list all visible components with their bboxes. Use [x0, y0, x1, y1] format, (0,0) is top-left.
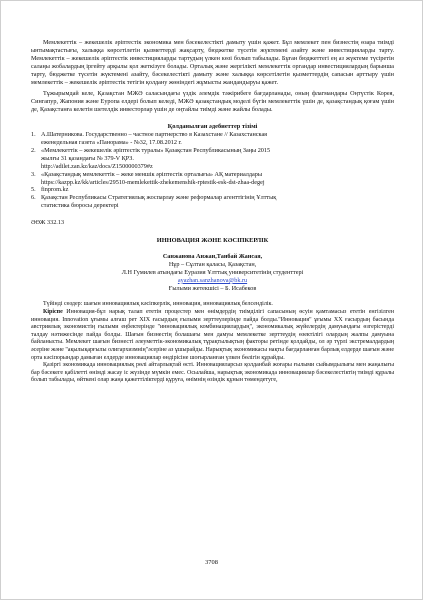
article-body [31, 301, 394, 385]
author-block [31, 253, 394, 293]
reference-link[interactable]: https://kazpp.kz/kk/articles/29510-memlekettik-zhekemenshik-rptestik-esk-dst-zhaa-degej [41, 178, 265, 186]
page-content [31, 39, 394, 385]
reference-item [31, 186, 394, 194]
references-title: Қолданылған әдебиеттер тізімі [167, 123, 258, 131]
intro-paragraph-2: Тұжырымдай келе, Қазақстан МЖӘ саласындағы үздік әлемдік тәжірибеге бағдарланады, оның флагмандары Оңтүстік Корея, Сингапур, Жапония және Еуропа елдері болып келеді, МЖӘ қазақстандық моделі бүгін мемлекеттік үшін де, қазақстандық қоғам үшін де, Қазақстанға келетін шетелдік инвесторлар үшін де оңтайлы тиімді және жайлы болады. [31, 90, 394, 114]
intro-paragraph-1: Мемлекеттік – жекешелік әріптестік экономика мен бәсекелестікті дамыту үшін қажет. Бұл мемлекет пен бизнестің өзара тиімді ынтымақтастығы, халыққа көрсетілетін қызметтерді жақсарту, бюджетке түсетін жүктемені азайту және инвестицияларды тарту. Мемлекеттік – жекешелік әріптестік инвестицияларды тартудың үлкен көзі болып табылады. Бұған бюджеттегі ең аз жүктеме түсіретін салаңы жобалардың іргейту арқылы қол жеткізуге болады. Орталық және жергілікті мемлекеттік органдар инвестициялардың барынша тарту, бюджетке түсетін жүктемені азайту, бәсекелестікті дамыту және халыққа көрсетілетін қызметтердің сапасын арттыру үшін мемлекеттік – жекешелік әріптестік тетігін қолдану жөніндегі жұмысты жандандыруы қажет. [31, 39, 394, 86]
reference-number: 1. [31, 131, 36, 139]
author-city: Нұр – Сұлтан қаласы, Қазақстан, [168, 260, 257, 268]
references-list [31, 131, 394, 210]
reference-line: «Қазақстандық мемлекеттік – жеке меншік әріптестік орталығы» АҚ материалдары [41, 170, 262, 178]
reference-link[interactable]: finprom.kz [41, 186, 69, 194]
reference-line: «Мемлекеттік – жекешелік әріптестік туралы» Қазақстан Республикасының Заңы 2015 [41, 146, 271, 154]
body-paragraph-2: Қазіргі экономикада инновациялық рөлі айтарлықтай өсті. Инновацияларсыз қолданбай жоғары ғылыми сыйымдылығы мен жаңалығы бар бәсекеге қабілетті өнімді жасау іс жүзінде мүмкін емес. Осылайша, нарықтық экономикада инновациялар бәсекелестіктің тиімді құралы болып табылады, өйткені олар жаңа қажеттіліктерді құруға, өнімнің өзіндік құнын төмендетуге, [31, 362, 394, 384]
reference-link[interactable]: http://adilet.zan.kz/kaz/docs/Z1500000379#z [41, 162, 153, 170]
page-number: 3708 [205, 559, 218, 566]
reference-item [31, 194, 394, 210]
introduction-paragraph [31, 309, 394, 362]
reference-line: еженедельная газета «Панорама» - №32, 17.08.2012 г. [41, 138, 182, 146]
reference-number: 2. [31, 146, 36, 154]
supervisor: Ғылыми жетекшісі – Б. Исабеков [168, 284, 257, 292]
reference-item [31, 171, 394, 187]
keywords: Түйінді сөздер: шағын инновациялық кәсіпкерлік, инновация, инновациялық белсенділік. [43, 301, 273, 308]
reference-line: Қазақстан Республикасы Стратегиялық жоспарлау және реформалар агенттігінің Ұлттық [41, 194, 277, 202]
author-email-link[interactable]: ayazhan.sanzhanova@bk.ru [177, 276, 248, 284]
introduction-label: Кіріспе [43, 309, 63, 316]
introduction-text: Инновация-бұл нарық талап ететін процестер мен өнімдердің тиімділігі сапасының өсуін қамтамасыз ететін енгізілген инновация. Innovation ұғымы алғаш рет XIX ғасырдың ғылыми зерттеулерінде пайда болды."Инновация" ұғымы XX ғасырдың басында австриялық экономистің ғылыми еңбектерінде "инновациялық комбинациялардың", экономикалық жүйелердің дамуындағы өзгерістерді талдау нәтижесінде пайда болды. Шағын бизнестің болашағы мен дамуы мемлекетке зерттеудің өзектілігі олардың жалпы дамуына байланысты. Мемлекет шағын бизнесті әлеуметтік-экономикалық тұрақтылықтың факторы ретінде қолдайды, ол әр түрлі экстремалдардың әсеріне және "ақылықарғылы олигархизмнің"әсеріне аз ұшырайды. Нарықтық экономикасы нақты бағдарланған барлық елдерде шағын және орта кәсіпорындар дамыған елдерде инновациялар өндірісіне шоғырланған үлкен бөлігін құрайды. [31, 309, 394, 361]
reference-number: 5. [31, 186, 36, 194]
article-title: ИННОВАЦИЯ ЖӘНЕ КӘСІПКЕРЛІК [156, 237, 269, 245]
reference-number: 3. [31, 170, 36, 178]
reference-item [31, 147, 394, 171]
author-university: Л.Н Гумилев атындағы Еуразия Ұлттық университетінің студенттері [121, 268, 304, 276]
reference-item [31, 131, 394, 147]
reference-number: 6. [31, 194, 36, 202]
reference-line: А.Шатерникова. Государственно – частное партнерство в Казахстане // Казахстанская [41, 131, 268, 139]
reference-line: статистика бюросы деректері [41, 202, 119, 210]
reference-line: жылғы 31 қазандағы № 379-V ҚРЗ. [41, 154, 134, 162]
udc-code: ӘӨЖ 332.13 [31, 219, 65, 227]
author-names: Санжанова Анжан,Танбай Жансая, [162, 252, 263, 260]
